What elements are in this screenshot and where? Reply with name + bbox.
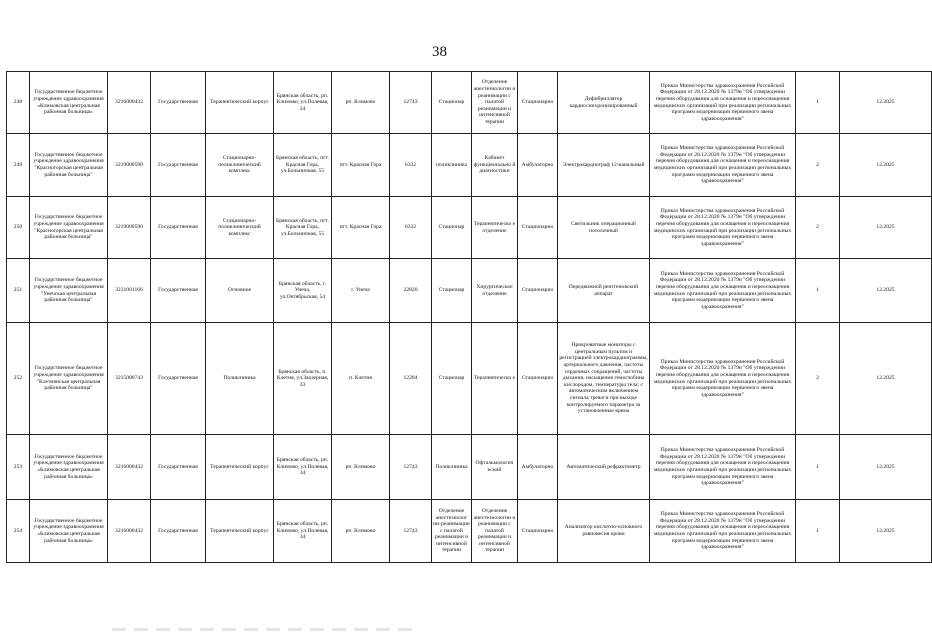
table-row bbox=[7, 323, 932, 435]
table-row bbox=[7, 134, 932, 197]
department-cell: Терапевтическо е bbox=[472, 323, 518, 435]
row-number-cell: 250 bbox=[7, 197, 30, 259]
care-condition-cell: Стационарно bbox=[518, 72, 558, 134]
department-cell: Отделение анестезиологии и реанимации с палатой реанимации и интенсивной терапии bbox=[472, 72, 518, 134]
care-type-cell: Стационар bbox=[432, 197, 472, 259]
department-cell: Офтальмологич еский bbox=[472, 435, 518, 500]
inn-code-cell: 3219000590 bbox=[108, 197, 151, 259]
care-condition-cell: Стационарно bbox=[518, 323, 558, 435]
legal-order-cell: Приказ Министерства здравоохранения Российской Федерации от 28.12.2020 № 1379н "Об утверждении перечня оборудования для оснащения и переоснащения медицинских организаций при реализации региональных программ модернизации первичного звена здравоохранения" bbox=[650, 197, 796, 259]
legal-order-cell: Приказ Министерства здравоохранения Российской Федерации от 28.12.2020 № 1379н "Об утверждении перечня оборудования для оснащения и переоснащения медицинских организаций при реализации региональных программ модернизации первичного звена здравоохранения" bbox=[650, 72, 796, 134]
locality-cell: рп. Климово bbox=[332, 500, 390, 563]
locality-cell: рп. Климово bbox=[332, 72, 390, 134]
address-cell: Брянская область, рп. Климово, ул.Полевая, 34 bbox=[274, 500, 332, 563]
address-cell: Брянская область, рп. Климово, ул.Полевая, 34 bbox=[274, 435, 332, 500]
care-type-cell: Стационар bbox=[432, 259, 472, 323]
ownership-form-cell: Государственная bbox=[151, 323, 206, 435]
care-condition-cell: Стационарно bbox=[518, 259, 558, 323]
organization-name-cell: Государственное бюджетное учреждение здравоохранения "Красногорская центральная районная больница" bbox=[30, 197, 108, 259]
care-condition-cell: Амбулаторно bbox=[518, 134, 558, 197]
organization-name-cell: Государственное бюджетное учреждение здравоохранения «Климовская центральная районная больница» bbox=[30, 72, 108, 134]
organization-name-cell: Государственное бюджетное учреждение здравоохранения «Климовская центральная районная больница» bbox=[30, 435, 108, 500]
department-cell: Кабинет функционально й диагностики bbox=[472, 134, 518, 197]
table-row bbox=[7, 435, 932, 500]
table-row bbox=[7, 72, 932, 134]
locality-code-cell: 12743 bbox=[390, 500, 432, 563]
equipment-name-cell: Передвижной рентгеновский аппарат bbox=[558, 259, 650, 323]
delivery-date-cell: 12.2025 bbox=[840, 134, 932, 197]
row-number-cell: 251 bbox=[7, 259, 30, 323]
care-condition-cell: Амбулаторно bbox=[518, 435, 558, 500]
table-row bbox=[7, 259, 932, 323]
locality-code-cell: 6332 bbox=[390, 197, 432, 259]
building-name-cell: Стационарно-поликлинический комплекс bbox=[206, 197, 274, 259]
inn-code-cell: 3215000743 bbox=[108, 323, 151, 435]
locality-code-cell: 12284 bbox=[390, 323, 432, 435]
quantity-cell: 1 bbox=[796, 72, 840, 134]
legal-order-cell: Приказ Министерства здравоохранения Российской Федерации от 28.12.2020 № 1379н "Об утверждении перечня оборудования для оснащения и переоснащения медицинских организаций при реализации региональных программ модернизации первичного звена здравоохранения" bbox=[650, 134, 796, 197]
page-number: 38 bbox=[432, 44, 447, 60]
quantity-cell: 2 bbox=[796, 197, 840, 259]
legal-order-cell: Приказ Министерства здравоохранения Российской Федерации от 28.12.2020 № 1379н "Об утверждении перечня оборудования для оснащения и переоснащения медицинских организаций при реализации региональных программ модернизации первичного звена здравоохранения" bbox=[650, 323, 796, 435]
locality-cell: г. Унеча bbox=[332, 259, 390, 323]
address-cell: Брянская область, рп. Климово, ул.Полевая, 34 bbox=[274, 72, 332, 134]
inn-code-cell: 3216000432 bbox=[108, 500, 151, 563]
locality-cell: пгт. Красная Гора bbox=[332, 197, 390, 259]
care-type-cell: Поликлиника bbox=[432, 435, 472, 500]
delivery-date-cell: 12.2025 bbox=[840, 435, 932, 500]
organization-name-cell: Государственное бюджетное учреждение здравоохранения «Климовская центральная районная больница» bbox=[30, 500, 108, 563]
quantity-cell: 1 bbox=[796, 435, 840, 500]
equipment-table bbox=[6, 71, 932, 563]
ownership-form-cell: Государственная bbox=[151, 500, 206, 563]
organization-name-cell: Государственное бюджетное учреждение здравоохранения "Красногорская центральная районная больница" bbox=[30, 134, 108, 197]
building-name-cell: Терапевтический корпус bbox=[206, 500, 274, 563]
inn-code-cell: 3231001166 bbox=[108, 259, 151, 323]
building-name-cell: Терапевтический корпус bbox=[206, 72, 274, 134]
inn-code-cell: 3216000432 bbox=[108, 72, 151, 134]
inn-code-cell: 3219000590 bbox=[108, 134, 151, 197]
care-type-cell: Отделение анестезиолог ии-реанимации с палатой реанимации и интенсивной терапии bbox=[432, 500, 472, 563]
delivery-date-cell: 12.2025 bbox=[840, 323, 932, 435]
delivery-date-cell: 12.2025 bbox=[840, 500, 932, 563]
equipment-name-cell: Светильник операционный потолочный bbox=[558, 197, 650, 259]
legal-order-cell: Приказ Министерства здравоохранения Российской Федерации от 28.12.2020 № 1379н "Об утверждении перечня оборудования для оснащения и переоснащения медицинских организаций при реализации региональных программ модернизации первичного звена здравоохранения" bbox=[650, 435, 796, 500]
locality-cell: рп. Климово bbox=[332, 435, 390, 500]
scan-artifact bbox=[112, 628, 412, 631]
ownership-form-cell: Государственная bbox=[151, 72, 206, 134]
equipment-name-cell: Автоматический рефрактометр bbox=[558, 435, 650, 500]
ownership-form-cell: Государственная bbox=[151, 197, 206, 259]
quantity-cell: 1 bbox=[796, 259, 840, 323]
department-cell: Отделение анестезиологии и реанимации с палатой реанимации и интенсивной терапии bbox=[472, 500, 518, 563]
quantity-cell: 1 bbox=[796, 500, 840, 563]
equipment-name-cell: Анализатор кислотно-основного равновесия крови bbox=[558, 500, 650, 563]
address-cell: Брянская область, г. Унеча, ул.Октябрьская, 54 bbox=[274, 259, 332, 323]
care-type-cell: Стационар bbox=[432, 72, 472, 134]
locality-code-cell: 12743 bbox=[390, 72, 432, 134]
delivery-date-cell: 12.2025 bbox=[840, 72, 932, 134]
care-condition-cell: Стационарно bbox=[518, 197, 558, 259]
delivery-date-cell: 12.2025 bbox=[840, 259, 932, 323]
table-row bbox=[7, 197, 932, 259]
care-type-cell: поликлиника bbox=[432, 134, 472, 197]
care-type-cell: Стационар bbox=[432, 323, 472, 435]
building-name-cell: Терапевтический корпус bbox=[206, 435, 274, 500]
building-name-cell: Поликлиника bbox=[206, 323, 274, 435]
building-name-cell: Стационарно-поликлинический комплекс bbox=[206, 134, 274, 197]
address-cell: Брянская область, п. Клетня, ул.Заозерная, 33 bbox=[274, 323, 332, 435]
building-name-cell: Основное bbox=[206, 259, 274, 323]
row-number-cell: 252 bbox=[7, 323, 30, 435]
ownership-form-cell: Государственная bbox=[151, 259, 206, 323]
ownership-form-cell: Государственная bbox=[151, 134, 206, 197]
quantity-cell: 2 bbox=[796, 134, 840, 197]
row-number-cell: 249 bbox=[7, 134, 30, 197]
legal-order-cell: Приказ Министерства здравоохранения Российской Федерации от 28.12.2020 № 1379н "Об утверждении перечня оборудования для оснащения и переоснащения медицинских организаций при реализации региональных программ модернизации первичного звена здравоохранения" bbox=[650, 500, 796, 563]
locality-code-cell: 6332 bbox=[390, 134, 432, 197]
row-number-cell: 248 bbox=[7, 72, 30, 134]
ownership-form-cell: Государственная bbox=[151, 435, 206, 500]
row-number-cell: 254 bbox=[7, 500, 30, 563]
inn-code-cell: 3216000432 bbox=[108, 435, 151, 500]
locality-cell: пгт. Красная Гора bbox=[332, 134, 390, 197]
table-row bbox=[7, 500, 932, 563]
equipment-name-cell: Прикроватные мониторы с центральным пультом и регистрацией электрокардиограммы, артериального давления, частоты сердечных сокращений, частоты дыхания, насыщения гемоглобина кислородом, температуры тела; с автоматическим включением сигнала тревоги при выходе контролируемого параметра за установленные врема bbox=[558, 323, 650, 435]
address-cell: Брянская область, пгт. Красная Гора, ул.Больничная, 55 bbox=[274, 134, 332, 197]
locality-cell: п. Клетня bbox=[332, 323, 390, 435]
quantity-cell: 2 bbox=[796, 323, 840, 435]
department-cell: Хирургическое отделение bbox=[472, 259, 518, 323]
care-condition-cell: Стационарно bbox=[518, 500, 558, 563]
delivery-date-cell: 12.2025 bbox=[840, 197, 932, 259]
organization-name-cell: Государственное бюджетное учреждение здравоохранения "Клетнянская центральная районная больница" bbox=[30, 323, 108, 435]
organization-name-cell: Государственное бюджетное учреждение здравоохранения "Унечская центральная районная больница" bbox=[30, 259, 108, 323]
locality-code-cell: 22820 bbox=[390, 259, 432, 323]
equipment-name-cell: Дефибриллятор кардиосинхронизированный bbox=[558, 72, 650, 134]
legal-order-cell: Приказ Министерства здравоохранения Российской Федерации от 28.12.2020 № 1379н "Об утверждении перечня оборудования для оснащения и переоснащения медицинских организаций при реализации региональных программ модернизации первичного звена здравоохранения" bbox=[650, 259, 796, 323]
locality-code-cell: 12743 bbox=[390, 435, 432, 500]
department-cell: Терапевтическо е отделение bbox=[472, 197, 518, 259]
row-number-cell: 253 bbox=[7, 435, 30, 500]
equipment-name-cell: Электрокардиограф 12-канальный bbox=[558, 134, 650, 197]
address-cell: Брянская область, пгт. Красная Гора, ул.Больничная, 55 bbox=[274, 197, 332, 259]
